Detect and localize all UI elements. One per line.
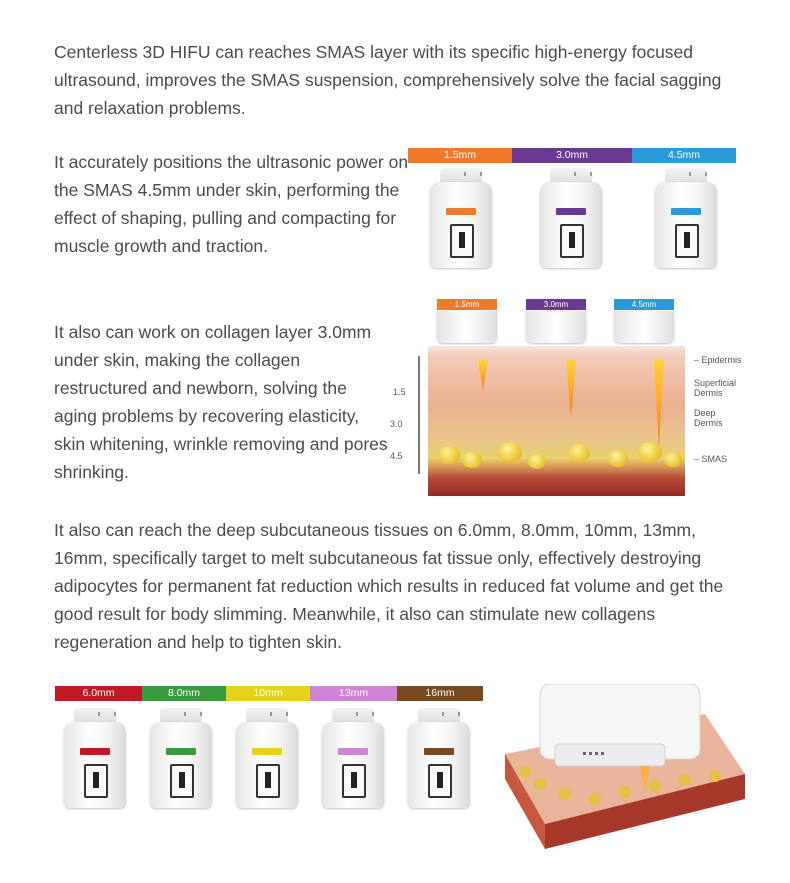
subcutaneous-paragraph: It also can reach the deep subcutaneous tissues on 6.0mm, 8.0mm, 10mm, 13mm, 16mm, specifically target to melt subcutaneous fat tissue only, effectively destroying adipocytes for permanent fat reduction which results in reduced fat volume and get the good result for body slimming. Meanwhile, it also can stimulate new collagens regeneration and help to tighten skin.	[54, 520, 724, 652]
band-10mm: 10mm	[226, 686, 310, 701]
layer-label-superficial-dermis: Superficial Dermis	[694, 378, 737, 398]
layer-label-epidermis: – Epidermis	[694, 355, 742, 365]
band-3-0mm: 3.0mm	[512, 148, 632, 163]
layer-label-deep-dermis: Deep Dermis	[694, 408, 723, 428]
depth-tick-4-5: 4.5	[390, 451, 403, 461]
diagram-head-1	[437, 311, 497, 343]
device-on-skin-illustration	[505, 684, 745, 874]
cartridge-10mm	[236, 708, 298, 808]
cartridge-8-0mm	[150, 708, 212, 808]
diagram-head-band-3: 4.5mm	[614, 299, 674, 310]
cartridge-4-5mm	[655, 168, 717, 268]
diagram-head-band-1: 1.5mm	[437, 299, 497, 310]
depth-ruler	[418, 356, 420, 474]
band-1-5mm: 1.5mm	[408, 148, 512, 163]
band-4-5mm: 4.5mm	[632, 148, 736, 163]
band-6-0mm: 6.0mm	[55, 686, 142, 701]
cartridge-3-0mm	[540, 168, 602, 268]
diagram-head-3	[614, 311, 674, 343]
depth-tick-3-0: 3.0	[390, 419, 403, 429]
band-16mm: 16mm	[397, 686, 483, 701]
cartridge-13mm	[322, 708, 384, 808]
band-8-0mm: 8.0mm	[142, 686, 226, 701]
cartridge-6-0mm	[64, 708, 126, 808]
smas-paragraph: It accurately positions the ultrasonic power on the SMAS 4.5mm under skin, performing the effect of shaping, pulling and compacting for muscle growth and traction.	[54, 152, 409, 256]
depth-tick-1-5: 1.5	[393, 387, 406, 397]
intro-paragraph: Centerless 3D HIFU can reaches SMAS layer with its specific high-energy focused ultrasound, improves the SMAS suspension, comprehensively solve the facial sagging and relaxation problems.	[54, 42, 722, 118]
diagram-head-band-2: 3.0mm	[526, 299, 586, 310]
diagram-head-2	[526, 311, 586, 343]
cartridge-16mm	[408, 708, 470, 808]
layer-label-smas: – SMAS	[694, 454, 728, 464]
collagen-paragraph: It also can work on collagen layer 3.0mm under skin, making the collagen restructured and newborn, solving the aging problems by recovering elasticity, skin whitening, wrinkle removing and pores shrinking.	[54, 322, 388, 482]
skin-cross-section	[428, 346, 685, 496]
cartridge-1-5mm	[430, 168, 492, 268]
band-13mm: 13mm	[310, 686, 397, 701]
